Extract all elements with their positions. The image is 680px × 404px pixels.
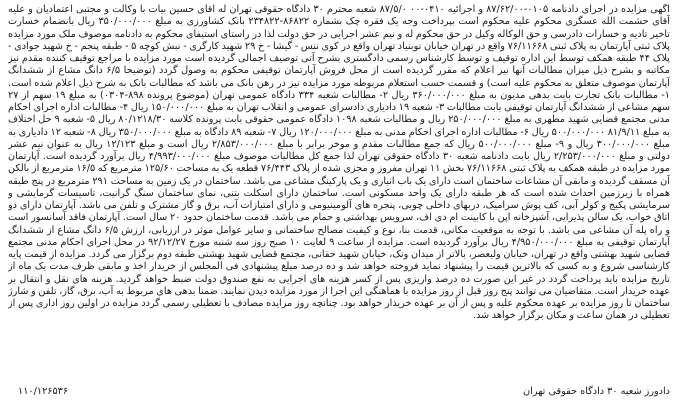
notice-code: ۱۱۰/۱۲۶۵۳۶ [18,386,69,397]
court-auction-notice [8,4,670,398]
signature-line: دادورز شعبه ۳۰ دادگاه حقوقی تهران [523,386,670,397]
notice-body-text: آگهی مزایده در اجرای دادنامه ۰۱۰۵-۸۷/۶۲/۰۰ و اجرائیه ۰۴۱۰-۰۰ ۸۷/۵/۰ شعبه محترم ۳۰ دادگاه حقوقی تهران له آقای حسین بیات با وکالت و مجتبی اعتمادیان و علیه آقای حشمت الله عسگری محکوم علیه محکوم است بپرداخت وجه یک فقره چک بشماره ۸۶۸۲۲-۲۳۴۸۲۲ بانک کشاورزی به مبلغ ۳۵۰/۰۰۰/۰۰۰ ریال بانضمام خسارت تاخیر تادیه و خسارات دادرسی و حق الوکاله وکیل در حق محکوم له و نیم عشر اجرایی در حق دولت لذا در راستای استیفای محکوم به دادنامه موصوف ملک مورد مزایده پلاک ثبتی آپارتمان به پلاک ثبتی ۷۶/۱۱۶۶۸ واقع در تهران خیابان نوبنیاد تهران واقع در کوی ننس - گیشا - خ ۲۹ شهید کارگری - نبش کوچه ۵ - طبقه پنجم - خ شهید جوادی - پلاک ۴۴ طبقه همکف توسط این اداره توقیف و توسط کارشناس رسمی دادگستری بشرح آتی توصیف اجمالی گردیده است مورد مزایده با مراجع توقیف کننده مقدم نیز مکاتبه و بشرح ذیل میزان مطالبات آنها نیز اعلام که مقرر گردیده است از محل فروش آپارتمان توقیفی محکوم به وصول گردد (توضیحا ۶/۵ دانگ مشاع از ششدانگ آپارتمان موصوف متعلق به محکوم علیه است) و قسمت حسب استعلام مربوطه مورد مزایده نیز در رهن بانک می باشد که مطالبات بانک به شرح ذیل اعلام شده است. ۱- مطالبات بانک تجارت بابت بدهی مدیون به مبلغ ۳۶۰/۰۰۰/۰۰۰ ریال ۲- مطالبات شعبه ۳۳۴ دادگاه عمومی تهران (موضوع پرونده ۸۹۸-۰۳۰۴) به مبلغ ۱۹ سهم از ۲۷ سهم مشاعی از ششدانگ آپارتمان توقیفی بابت مطالبات ۳- شعبه ۱۹ دادیاری دادسرای عمومی و انقلاب تهران به مبلغ ۱۵۰/۰۰۰/۰۰۰ ریال ۴- مطالبات اداره اجرای احکام مدنی مجتمع قضایی شهید مطهری به مبلغ ۲۵۰/۰۰۰/۰۰۰ ریال و مطالبات شعبه ۱۰۹۸ دادگاه عمومی حقوقی بابت پرونده کلاسه ۸۰/۱۲۱۸/۳۰ ریال ۵- شعبه ۹ حل اختلاف به مبلغ ۸۱/۹/۱۱ ۵۰۰/۰۰۰/۰۰۰ ریال ۶- مطالبات اداره اجرای احکام مدنی به مبلغ ۱۲۰/۰۰۰/۰۰۰ ریال ۷- شعبه ۸۹ دادگاه به مبلغ ۳۵۰/۰۰۰/۰۰۰ ریال ۸- شعبه ۱۲ دادیاری به مبلغ ۳۰۰/۰۰۰/۰۰۰ ریال و ۹- مبلغ ۵۰۰/۰۰۰/۰۰۰ ریال که جمع مطالبات مقدم و موخر برابر با مبلغ ۲/۸۵۳/۰۰۰/۰۰۰ ریال است و مبلغ ۱۲/۱۲۳ ریال به عنوان نیم عشر دولتی و مبلغ ۲/۲۵۳/۰۰۰/۰۰۰ ریال بابت دادنامه شعبه ۳۰ دادگاه حقوقی تهران لذا جمع کل مطالبات موصوف مبلغ ۴/۹۹۳/۰۰۰/۰۰۰ ریال برآورد گردیده است. آپارتمان مورد مزایده در طبقه همکف به پلاک ثبتی ۷۶/۱۱۶۶۸ بخش ۱۱ تهران مفروز و مجزی شده از پلاک ۷۶/۴۴۳ قطعه یک به مساحت ۱۲۵/۶۰ مترمربع که ۱۶/۵ مترمربع از بالکن آن مسقف گردیده و مابقی آن مشاعات ساختمان است دارای یک باب انباری و یک پارکینگ مشاعی می باشد. ساختمان در یک زمین به مساحت ۲۹۱ مترمربع در پنج طبقه همراه با زیرزمین احداث شده است که هر طبقه دارای یک واحد مسکونی است. ساختمان دارای اسکلت بتنی، نمای ساختمان سنگ گرانیت، تاسیسات گرمایشی و سرمایشی پکیج و کولر آبی، کف پوش سرامیک، دربهای داخلی چوبی، پنجره های آلومینیومی و دارای امتیازات آب، برق و گاز مشترک و تلفن می باشد. آپارتمان دارای دو اتاق خواب، یک سالن پذیرایی، آشپزخانه اپن با کابینت ام دی اف، سرویس بهداشتی و حمام می باشد. قدمت ساختمان حدود ۲۰ سال است. آپارتمان فاقد آسانسور است و راه پله آن مشاعی می باشد. با توجه به موقعیت مکانی، قدمت بنا، نوع و کیفیت مصالح ساختمانی و سایر عوامل موثر در ارزیابی، ارزش ۶/۵ دانگ مشاع از ششدانگ آپارتمان توقیفی به مبلغ ۴/۹۵۰/۰۰۰/۰۰۰ ریال برآورد گردیده است. مزایده از ساعت ۹ لغایت ۱۰ صبح روز سه شنبه مورخ ۹۲/۱۲/۲۷ در محل اجرای احکام مدنی مجتمع قضایی شهید بهشتی واقع در تهران، خیابان ولیعصر، بالاتر از میدان ونک، خیابان شهید حقانی، مجتمع قضایی شهید بهشتی طبقه دوم برگزار می گردد. مزایده از قیمت پایه کارشناسی شروع و به کسی که بالاترین قیمت را پیشنهاد نماید فروخته خواهد شد و ده درصد مبلغ پیشنهادی فی المجلس از خریدار اخذ و مابقی ظرف مدت یک ماه از تاریخ مزایده باید پرداخت گردد در غیر این صورت ده درصد واریزی پس از کسر هزینه های اجرایی به نفع صندوق دولت ضبط خواهد گردید. هزینه های نقل و انتقال بر عهده خریدار است. متقاضیان می توانند پنج روز قبل از روز مزایده با هماهنگی این اجرا از مورد مزایده دیدن نمایند. ضمنا بدهی های مربوط به آب، برق، گاز، تلفن و شارژ ساختمان تا روز مزایده بر عهده محکوم علیه و پس از آن بر عهده خریدار خواهد بود. چنانچه روز مزایده مصادف با تعطیلی رسمی گردد مزایده در اولین روز اداری پس از تعطیلی در همان ساعت و مکان برگزار خواهد شد. [8,4,670,322]
notice-footer [8,385,670,398]
